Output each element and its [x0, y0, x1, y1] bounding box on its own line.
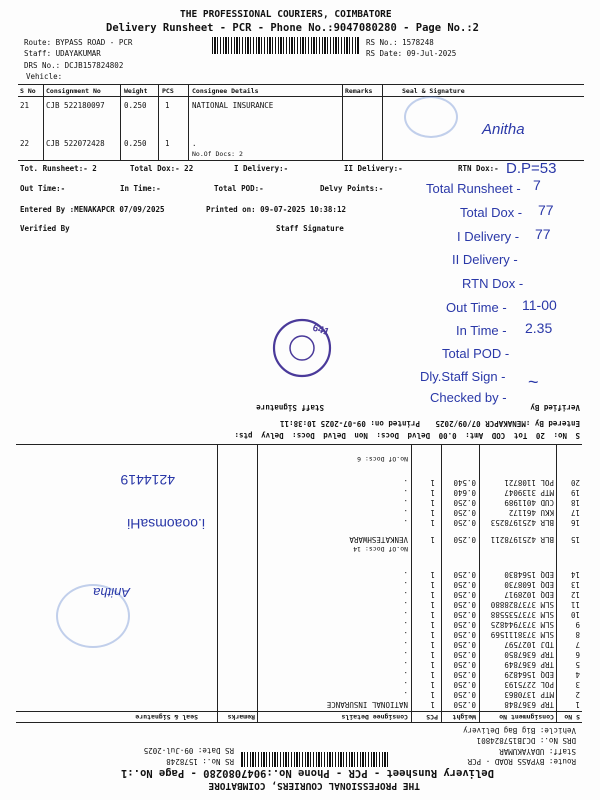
- row-1-pcs: 1: [430, 700, 435, 709]
- stamp-in-time: In Time -: [456, 323, 507, 338]
- row-9-cno: SLM 3737944825: [490, 620, 554, 629]
- row-10-cno: SLM 3737535588: [490, 610, 554, 619]
- row-19-sno: 19: [570, 488, 580, 497]
- row-6-cno: TRP 6367850: [504, 650, 554, 659]
- row-9-pcs: 1: [430, 620, 435, 629]
- row-15-sno: 15: [570, 535, 580, 544]
- row-17-cno: KKU 461172: [508, 508, 554, 517]
- seal-text: 641: [311, 322, 331, 339]
- row-21-weight: 0.250: [124, 101, 147, 110]
- row-2-cno: MTP 1370863: [504, 690, 554, 699]
- no-of-docs-6: No.Of Docs: 6: [357, 455, 408, 463]
- i-delivery: I Delivery:-: [234, 164, 289, 173]
- col-pcs: PCS: [162, 87, 174, 95]
- col-consignment: Consignment No: [46, 87, 101, 95]
- row-16-consignee: .: [403, 518, 408, 527]
- verified-by: Verified By: [20, 224, 70, 233]
- row-11-pcs: 1: [430, 600, 435, 609]
- runsheet-page-1: [0, 400, 600, 800]
- row-20-cno: POL 1108721: [504, 478, 554, 487]
- row-12-cno: EDQ 1028917: [504, 590, 554, 599]
- row-16-sno: 16: [570, 518, 580, 527]
- col-seal: Seal & Signature: [135, 713, 198, 721]
- row-22-sno: 22: [20, 139, 30, 148]
- stamp-total-pod: Total POD -: [442, 346, 510, 361]
- row-3-pcs: 1: [430, 680, 435, 689]
- out-time: Out Time:-: [20, 184, 66, 193]
- row-7-pcs: 1: [430, 640, 435, 649]
- row-14-weight: 0.250: [453, 570, 476, 579]
- row-13-pcs: 1: [430, 580, 435, 589]
- barcode: [212, 37, 360, 54]
- row-12-sno: 12: [570, 590, 580, 599]
- row-15-pcs: 1: [430, 535, 435, 544]
- row-15-consignee: VENKATESHWARA: [349, 535, 408, 544]
- stamp-i-delivery-value: 77: [535, 226, 551, 242]
- row-14-sno: 14: [570, 570, 580, 579]
- row-19-weight: 0.640: [453, 488, 476, 497]
- row-13-consignee: .: [403, 580, 408, 589]
- row-8-sno: 8: [575, 630, 580, 639]
- row-2-weight: 0.250: [453, 690, 476, 699]
- row-17-pcs: 1: [430, 508, 435, 517]
- stamp-total-runsheet: Total Runsheet -: [426, 181, 521, 196]
- stamp-total-dox: Total Dox -: [460, 205, 523, 220]
- row-2-consignee: .: [403, 690, 408, 699]
- row-16-weight: 0.250: [453, 518, 476, 527]
- row-7-sno: 7: [575, 640, 580, 649]
- row-9-sno: 9: [575, 620, 580, 629]
- row-6-pcs: 1: [430, 650, 435, 659]
- company-name: THE PROFESSIONAL COURIERS, COIMBATORE: [180, 9, 392, 20]
- row-14-pcs: 1: [430, 570, 435, 579]
- row-12-pcs: 1: [430, 590, 435, 599]
- row-10-sno: 10: [570, 610, 580, 619]
- staff-signature: Staff Signature: [256, 403, 324, 412]
- row-5-weight: 0.250: [453, 660, 476, 669]
- row-14-consignee: .: [403, 570, 408, 579]
- total-pod: Total POD:-: [214, 184, 264, 193]
- ii-delivery: II Delivery:-: [344, 164, 403, 173]
- vehicle-label: Vehicle: Big Bag Delivery: [463, 726, 576, 735]
- col-pcs: PCS: [426, 713, 438, 721]
- handwritten-note-1: i.ooaomsaHi: [127, 516, 205, 532]
- row-1-weight: 0.250: [453, 700, 476, 709]
- company-seal-stamp: [404, 96, 458, 138]
- route-label: Route: BYPASS ROAD - PCR: [467, 757, 576, 766]
- stamp-checked-by: Checked by -: [430, 390, 507, 405]
- runsheet-title: Delivery Runsheet - PCR - Phone No.:9047080280 - Page No.:1: [121, 767, 494, 779]
- row-5-pcs: 1: [430, 660, 435, 669]
- row-2-sno: 2: [575, 690, 580, 699]
- row-12-weight: 0.250: [453, 590, 476, 599]
- no-of-docs-14: No.Of Docs: 14: [353, 545, 408, 553]
- row-7-consignee: .: [403, 640, 408, 649]
- row-18-cno: CUD 4011989: [504, 498, 554, 507]
- row-9-consignee: .: [403, 620, 408, 629]
- stamp-rtn-dox: RTN Dox -: [462, 276, 524, 291]
- row-1-consignee: NATIONAL INSURANCE: [326, 700, 408, 709]
- row-21-consignee: NATIONAL INSURANCE: [192, 101, 274, 110]
- row-1-sno: 1: [575, 700, 580, 709]
- row-10-weight: 0.250: [453, 610, 476, 619]
- delvy-points: Delvy Points:-: [320, 184, 384, 193]
- row-22-pcs: 1: [165, 139, 170, 148]
- printed-on: Printed on: 09-07-2025 10:38:12: [206, 205, 346, 214]
- row-19-pcs: 1: [430, 488, 435, 497]
- row-6-weight: 0.250: [453, 650, 476, 659]
- handwritten-signature: Anitha: [93, 585, 130, 600]
- col-weight: Weight: [452, 713, 476, 721]
- col-consignee: Consignee Details: [341, 713, 408, 721]
- row-6-sno: 6: [575, 650, 580, 659]
- stamp-in-time-value: 2.35: [525, 320, 553, 336]
- row-2-pcs: 1: [430, 690, 435, 699]
- row-21-pcs: 1: [165, 101, 170, 110]
- row-20-weight: 0.540: [453, 478, 476, 487]
- row-15-cno: BLR 4251978211: [490, 535, 554, 544]
- row-14-cno: EDQ 1564830: [504, 570, 554, 579]
- row-11-sno: 11: [570, 600, 580, 609]
- row-10-consignee: .: [403, 610, 408, 619]
- row-7-cno: TDJ 1027597: [504, 640, 554, 649]
- row-18-consignee: .: [403, 498, 408, 507]
- col-sno: S No: [20, 87, 36, 95]
- company-name: THE PROFESSIONAL COURIERS, COIMBATORE: [208, 780, 420, 791]
- row-18-sno: 18: [570, 498, 580, 507]
- total-dox: Total Dox:- 22: [130, 164, 194, 173]
- row-5-sno: 5: [575, 660, 580, 669]
- rtn-handwritten-note: D.P=53: [506, 160, 557, 177]
- row-5-cno: TRP 6367849: [504, 660, 554, 669]
- row-7-weight: 0.250: [453, 640, 476, 649]
- row-4-consignee: .: [403, 670, 408, 679]
- row-1-cno: TRP 6367848: [504, 700, 554, 709]
- row-18-weight: 0.250: [453, 498, 476, 507]
- row-16-pcs: 1: [430, 518, 435, 527]
- handwritten-signature: Anitha: [482, 121, 525, 138]
- row-3-consignee: .: [403, 680, 408, 689]
- route-label: Route: BYPASS ROAD - PCR: [24, 38, 133, 47]
- rtn-dox: RTN Dox:-: [458, 164, 499, 173]
- row-11-cno: SLM 3737828880: [490, 600, 554, 609]
- stamp-ii-delivery: II Delivery -: [452, 252, 518, 267]
- row-22-cno: CJB 522072428: [46, 139, 105, 148]
- col-remarks: Remarks: [227, 713, 255, 721]
- stamp-i-delivery: I Delivery -: [457, 229, 520, 244]
- rs-number: RS No.: 1578248: [366, 38, 434, 47]
- row-4-cno: EDQ 1564829: [504, 670, 554, 679]
- row-13-cno: EDQ 1608730: [504, 580, 554, 589]
- verified-by: Verified By: [530, 403, 580, 412]
- row-22-consignee: .: [192, 139, 197, 148]
- in-time: In Time:-: [120, 184, 161, 193]
- round-office-seal: [270, 316, 334, 380]
- page1-summary: S No: 20 Tot COD Amt: 0.00 Delvd Docs: Non Delvd Docs: Delvy pts:: [234, 431, 580, 440]
- row-11-consignee: .: [403, 600, 408, 609]
- row-13-sno: 13: [570, 580, 580, 589]
- col-consignee: Consignee Details: [192, 87, 259, 95]
- stamp-total-dox-value: 77: [538, 202, 554, 218]
- row-21-sno: 21: [20, 101, 30, 110]
- row-3-cno: POL 2275193: [504, 680, 554, 689]
- handwritten-note-2: 4214419: [120, 472, 175, 488]
- row-8-pcs: 1: [430, 630, 435, 639]
- barcode: [240, 752, 388, 767]
- row-9-weight: 0.250: [453, 620, 476, 629]
- staff-label: Staff: UDAYAKUMAR: [24, 49, 101, 58]
- entered-by: Entered By :MENAKAPCR 07/09/2025: [435, 419, 580, 428]
- row-4-weight: 0.250: [453, 670, 476, 679]
- col-sno: S No: [564, 713, 580, 721]
- row-4-pcs: 1: [430, 670, 435, 679]
- row-17-sno: 17: [570, 508, 580, 517]
- drs-number: DRS No.: DCJB157824801: [476, 736, 576, 745]
- printed-on: Printed on: 09-07-2025 10:38:11: [280, 419, 420, 428]
- row-13-weight: 0.250: [453, 580, 476, 589]
- row-20-sno: 20: [570, 478, 580, 487]
- rs-date: RS Date: 09-Jul-2025: [143, 746, 234, 755]
- row-21-cno: CJB 522180097: [46, 101, 105, 110]
- row-8-consignee: .: [403, 630, 408, 639]
- row-8-weight: 0.250: [453, 630, 476, 639]
- row-5-consignee: .: [403, 660, 408, 669]
- staff-label: Staff: UDAYAKUMAR: [499, 747, 576, 756]
- col-seal: Seal & Signature: [402, 87, 465, 95]
- row-10-pcs: 1: [430, 610, 435, 619]
- rs-number: RS No.: 1578248: [166, 757, 234, 766]
- tot-runsheet: Tot. Runsheet:- 2: [20, 164, 97, 173]
- row-18-pcs: 1: [430, 498, 435, 507]
- row-6-consignee: .: [403, 650, 408, 659]
- row-4-sno: 4: [575, 670, 580, 679]
- row-17-weight: 0.250: [453, 508, 476, 517]
- row-16-cno: BLR 4251978253: [490, 518, 554, 527]
- rs-date: RS Date: 09-Jul-2025: [366, 49, 457, 58]
- runsheet-title: Delivery Runsheet - PCR - Phone No.:9047080280 - Page No.:2: [106, 22, 479, 34]
- stamp-dly-staff-sign: Dly.Staff Sign -: [420, 369, 506, 384]
- col-consignment: Consignment No: [499, 713, 554, 721]
- row-17-consignee: .: [403, 508, 408, 517]
- row-12-consignee: .: [403, 590, 408, 599]
- row-15-weight: 0.250: [453, 535, 476, 544]
- stamp-out-time-value: 11-00: [522, 297, 557, 313]
- row-11-weight: 0.250: [453, 600, 476, 609]
- no-of-docs: No.Of Docs: 2: [192, 150, 243, 158]
- row-3-weight: 0.250: [453, 680, 476, 689]
- col-remarks: Remarks: [345, 87, 373, 95]
- row-19-cno: MTP 3139047: [504, 488, 554, 497]
- stamp-staff-scribble: ~: [528, 372, 539, 392]
- row-20-consignee: .: [403, 478, 408, 487]
- row-20-pcs: 1: [430, 478, 435, 487]
- stamp-total-runsheet-value: 7: [533, 177, 541, 193]
- row-8-cno: SLM 3738111569: [490, 630, 554, 639]
- drs-number: DRS No.: DCJB157824802: [24, 61, 124, 70]
- row-22-weight: 0.250: [124, 139, 147, 148]
- staff-signature: Staff Signature: [276, 224, 344, 233]
- row-19-consignee: .: [403, 488, 408, 497]
- col-weight: Weight: [124, 87, 148, 95]
- vehicle-label: Vehicle:: [26, 72, 63, 81]
- entered-by: Entered By :MENAKAPCR 07/09/2025: [20, 205, 165, 214]
- stamp-out-time: Out Time -: [446, 300, 507, 315]
- row-3-sno: 3: [575, 680, 580, 689]
